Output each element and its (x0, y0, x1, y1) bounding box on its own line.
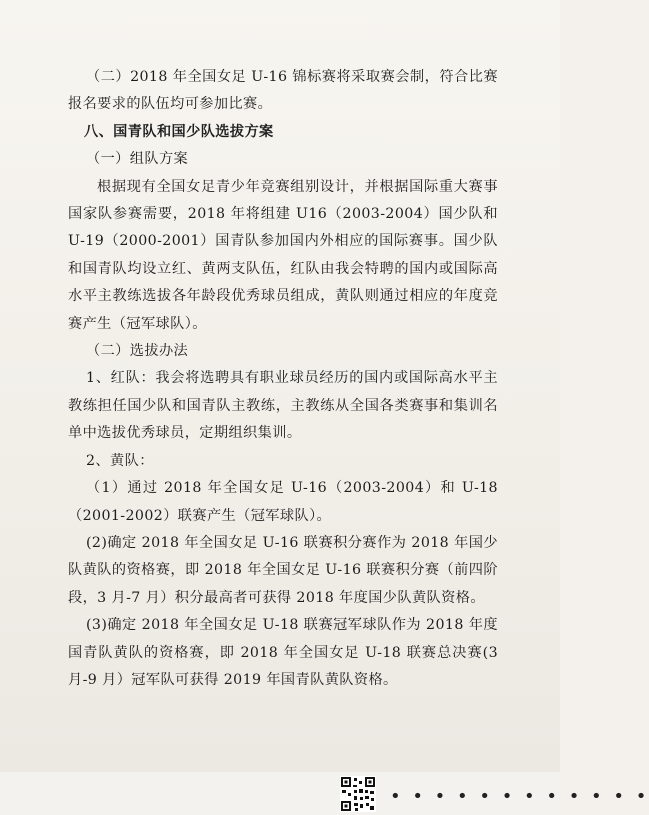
paragraph-team-plan: 根据现有全国女足青少年竞赛组别设计，并根据国际重大赛事国家队参赛需要，2018 年将组建 U16（2003-2004）国少队和 U-19（2000-2001）国青队参加国内外相应的国际赛事。国少队和国青队均设立红、黄两支队伍，红队由我会特聘的国内或国际高水平主教练选拔各年龄段优秀球员组成，黄队则通过相应的年度竞赛产生（冠军球队）。 (68, 178, 498, 332)
paragraph-yellow-team-label: 2、黄队： (86, 452, 154, 469)
paragraph-yellow-team-item-1: （1）通过 2018 年全国女足 U-16（2003-2004）和 U-18（2001-2002）联赛产生（冠军球队）。 (68, 480, 498, 524)
qr-code-icon[interactable] (340, 776, 376, 812)
subheading-team-plan: （一）组队方案 (86, 151, 189, 168)
paragraph-competition-format: （二）2018 年全国女足 U-16 锦标赛将采取赛会制，符合比赛报名要求的队伍均可参加比赛。 (68, 69, 498, 113)
document-body (68, 64, 498, 694)
paragraph-yellow-team-item-2: (2)确定 2018 年全国女足 U-16 联赛积分赛作为 2018 年国少队黄队的资格赛，即 2018 年全国女足 U-16 联赛积分赛（前四阶段，3 月-7 月）积分最高者可获得 2018 年度国少队黄队资格。 (68, 534, 498, 606)
subheading-selection-method: （二）选拔办法 (86, 343, 189, 360)
section-heading-selection-plan: 八、国青队和国少队选拔方案 (84, 123, 274, 140)
paragraph-red-team: 1、红队：我会将选聘具有职业球员经历的国内或国际高水平主教练担任国少队和国青队主教练，主教练从全国各类赛事和集训名单中选拔优秀球员，定期组织集训。 (68, 370, 498, 442)
footer-dotted-line: • • • • • • • • • • • • (390, 786, 649, 807)
paragraph-yellow-team-item-3: (3)确定 2018 年全国女足 U-18 联赛冠军球队作为 2018 年度国青队黄队的资格赛，即 2018 年全国女足 U-18 联赛总决赛(3 月-9 月）冠军队可获得 2019 年国青队黄队资格。 (68, 617, 498, 688)
